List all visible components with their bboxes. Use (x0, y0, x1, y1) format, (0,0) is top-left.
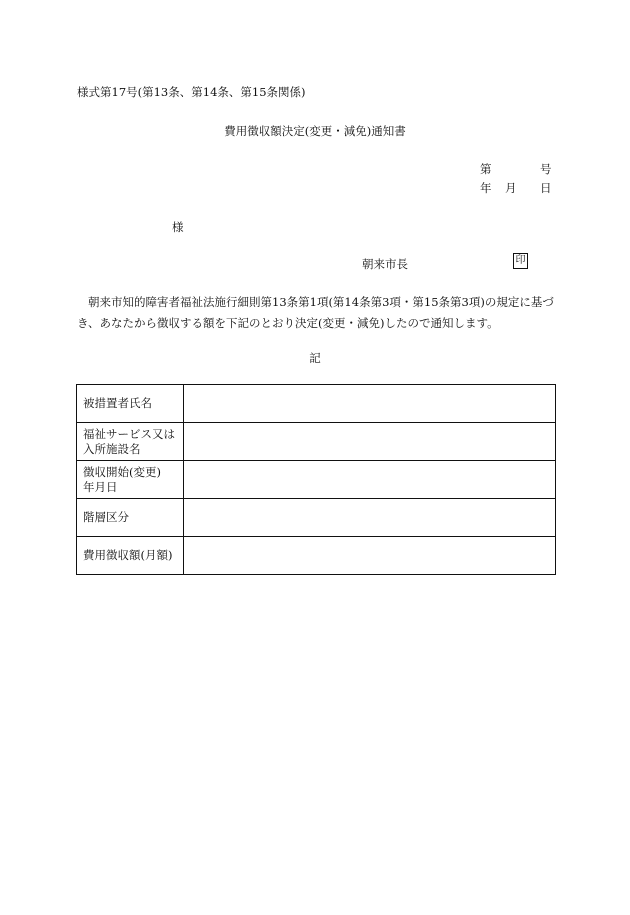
row-value-class (184, 499, 556, 537)
row-value-start-date (184, 461, 556, 499)
table-row (77, 537, 556, 575)
table-row (77, 385, 556, 423)
row-label-start-date: 徴収開始(変更) 年月日 (77, 461, 184, 499)
seal-mark: 印 (513, 253, 528, 269)
row-label-fee: 費用徴収額(月額) (77, 537, 184, 575)
body-paragraph: 朝来市知的障害者福祉法施行細則第13条第1項(第14条第3項・第15条第3項)の規定に基づき、あなたから徴収する額を下記のとおり決定(変更・減免)したので通知します。 (77, 295, 554, 330)
doc-number-suffix: 号 (540, 162, 552, 176)
row-label-name: 被措置者氏名 (77, 385, 184, 423)
date-day-label: 日 (540, 181, 552, 195)
ki-heading: 記 (309, 351, 321, 365)
table-row (77, 499, 556, 537)
table-row (77, 461, 556, 499)
info-table (76, 384, 556, 575)
date-year-label: 年 (480, 181, 492, 195)
doc-number-prefix: 第 (480, 162, 492, 176)
table-row (77, 423, 556, 461)
row-label-facility: 福祉サービス又は 入所施設名 (77, 423, 184, 461)
recipient-honorific: 様 (172, 220, 184, 234)
sender-name: 朝来市長 (362, 257, 408, 271)
form-number: 様式第17号(第13条、第14条、第15条関係) (77, 85, 306, 99)
row-value-facility (184, 423, 556, 461)
row-value-fee (184, 537, 556, 575)
date-month-label: 月 (505, 181, 517, 195)
document-title: 費用徴収額決定(変更・減免)通知書 (224, 124, 406, 138)
row-value-name (184, 385, 556, 423)
row-label-class: 階層区分 (77, 499, 184, 537)
